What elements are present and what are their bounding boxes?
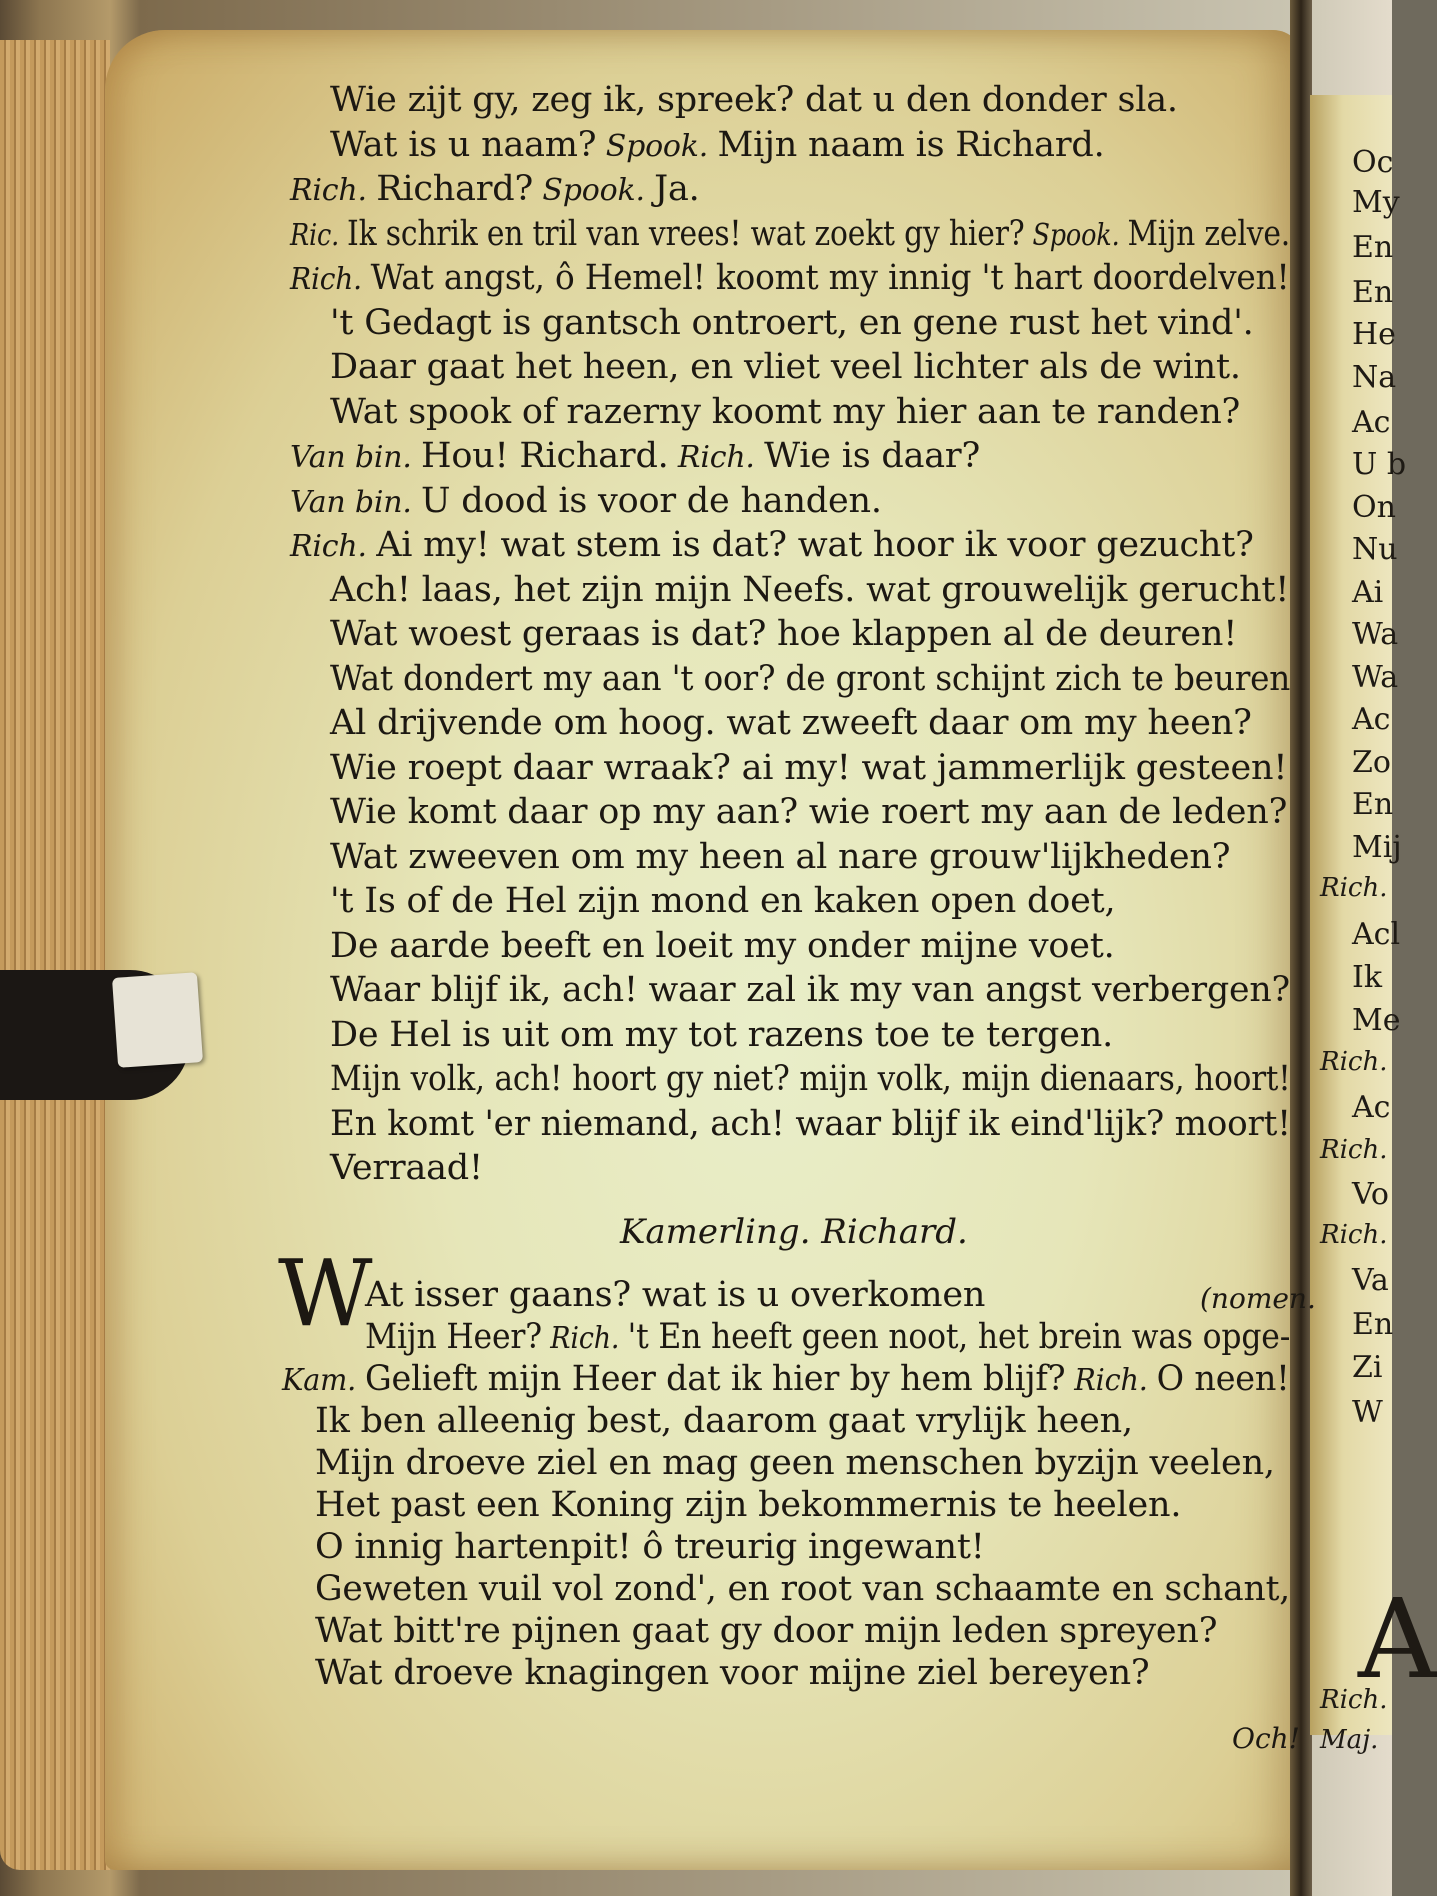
- verse-text: Richard?: [376, 169, 534, 209]
- verse-text: Wat dondert my aan 't oor? de gront schijnt zich te beuren: [330, 658, 1291, 699]
- verse-line: [315, 1611, 1217, 1651]
- speaker-label: Rich.: [668, 440, 765, 475]
- verse-text: Ik schrik en tril van vrees! wat zoekt gy hier?: [347, 213, 1025, 254]
- verse-text: At isser gaans? wat is u overkomen: [365, 1275, 986, 1315]
- book-gutter: [1290, 0, 1312, 1896]
- speaker-label: Spook.: [533, 173, 655, 208]
- verse-text: Het past een Koning zijn bekommernis te heelen.: [315, 1485, 1182, 1525]
- facing-page-fragment: Maj.: [1320, 1725, 1379, 1755]
- verse-line: [330, 970, 1290, 1010]
- verse-line: [330, 570, 1289, 610]
- facing-page-fragment: Wa: [1352, 617, 1399, 652]
- verse-line: [330, 881, 1115, 921]
- verse-text: Mijn Heer?: [365, 1317, 542, 1357]
- facing-page-fragment: Rich.: [1320, 873, 1388, 903]
- verse-text: 't Is of de Hel zijn mond en kaken open doet,: [330, 881, 1116, 921]
- facing-page-fragment: Zo: [1352, 745, 1391, 780]
- verse-text: De aarde beeft en loeit my onder mijne voet.: [330, 925, 1115, 966]
- facing-page-fragment: Va: [1352, 1263, 1389, 1298]
- verse-text: Wie is daar?: [764, 436, 981, 476]
- facing-page-fragment: Nu: [1352, 532, 1398, 567]
- facing-page-fragment: He: [1352, 317, 1396, 352]
- verse-text: Waar blijf ik, ach! waar zal ik my van angst verbergen?: [330, 970, 1290, 1010]
- verse-line: [315, 1485, 1181, 1525]
- facing-page-fragment: Rich.: [1320, 1685, 1388, 1715]
- verse-line: [365, 1317, 1290, 1357]
- facing-page-fragment: Wa: [1352, 660, 1399, 695]
- verse-line: [290, 169, 700, 209]
- verse-text: Ja.: [654, 169, 700, 209]
- verse-line: [330, 1104, 1291, 1144]
- verse-text: Wat zweeven om my heen al nare grouw'lijkheden?: [330, 836, 1231, 877]
- verse-text: De Hel is uit om my tot razens toe te tergen.: [330, 1014, 1114, 1055]
- verse-text: Ai my! wat stem is dat? wat hoor ik voor gezucht?: [376, 525, 1254, 565]
- verse-line: [330, 703, 1252, 743]
- facing-page: [1310, 95, 1437, 1755]
- verse-line: [330, 837, 1230, 877]
- facing-page-fragment: W: [1352, 1395, 1383, 1430]
- verse-text: Wie komt daar op my aan? wie roert my aan de leden?: [330, 792, 1288, 832]
- verse-line: [330, 1059, 1291, 1099]
- facing-page-fragment: Mij: [1352, 830, 1402, 865]
- verse-text: Gelieft mijn Heer dat ik hier by hem blijf?: [365, 1359, 1066, 1399]
- verse-line: [330, 926, 1115, 966]
- verse-line: [290, 436, 980, 476]
- verse-text: Verraad!: [330, 1148, 483, 1188]
- verse-line: [315, 1443, 1275, 1483]
- verse-line: [330, 659, 1290, 699]
- facing-page-fragment: On: [1352, 490, 1396, 525]
- verse-line: [330, 1015, 1113, 1055]
- verse-text: Wat spook of razerny koomt my hier aan te randen?: [330, 391, 1241, 432]
- facing-page-fragment: Rich.: [1320, 1135, 1388, 1165]
- speaker-label: Ric.: [290, 217, 348, 253]
- verse-line: [330, 1148, 483, 1188]
- verse-text: En komt 'er niemand, ach! waar blijf ik eind'lijk? moort!: [330, 1103, 1291, 1144]
- facing-page-fragment: Ac: [1352, 405, 1391, 440]
- speaker-label: Kam.: [282, 1363, 366, 1398]
- speaker-label: Van bin.: [290, 484, 422, 520]
- facing-page-fragment: Oc: [1352, 145, 1394, 180]
- facing-page-fragment: Ik: [1352, 960, 1383, 995]
- verse-line: [315, 1401, 1133, 1441]
- verse-line: [330, 347, 1241, 387]
- verse-line: [330, 792, 1287, 832]
- verse-line: [330, 80, 1178, 120]
- facing-page-fragment: Me: [1352, 1003, 1401, 1038]
- verse-line: [330, 125, 1105, 165]
- verse-text: Wat droeve knagingen voor mijne ziel bereyen?: [315, 1653, 1150, 1693]
- verse-text: Wat woest geraas is dat? hoe klappen al de deuren!: [330, 614, 1238, 654]
- verse-text: Wie zijt gy, zeg ik, spreek? dat u den donder sla.: [330, 80, 1178, 120]
- verse-text: Geweten vuil vol zond', en root van schaamte en schant,: [315, 1569, 1291, 1609]
- facing-page-fragment: En: [1352, 1307, 1394, 1342]
- verse-text: 't En heeft geen noot, het brein was opge-: [627, 1317, 1291, 1357]
- speaker-label: Rich.: [1065, 1363, 1157, 1398]
- facing-page-fragment: U b: [1352, 447, 1407, 482]
- verse-text: Wie roept daar wraak? ai my! wat jammerlijk gesteen!: [330, 747, 1288, 788]
- overflow-word: (nomen.: [1200, 1282, 1316, 1315]
- verse-text: Mijn naam is Richard.: [717, 124, 1105, 165]
- speaker-label: Spook.: [1024, 217, 1128, 253]
- verse-text: U dood is voor de handen.: [421, 480, 882, 521]
- facing-page-fragment: En: [1352, 230, 1394, 265]
- verse-line: [290, 525, 1254, 565]
- facing-page-fragment: My: [1352, 185, 1400, 220]
- verse-line: [290, 214, 1290, 254]
- verse-line: [330, 748, 1287, 788]
- verse-line: [330, 303, 1254, 343]
- verse-line: [315, 1569, 1290, 1609]
- speaker-label: Rich.: [541, 1321, 628, 1356]
- facing-page-fragment: Rich.: [1320, 1047, 1388, 1077]
- verse-text: Mijn volk, ach! hoort gy niet? mijn volk, mijn dienaars, hoort!: [330, 1059, 1291, 1099]
- verse-text: Wat is u naam?: [330, 124, 597, 165]
- speaker-label: Spook.: [596, 128, 718, 164]
- verse-line: [290, 258, 1290, 298]
- facing-page-fragment: Ac: [1352, 702, 1391, 737]
- verse-text: Mijn droeve ziel en mag geen menschen byzijn veelen,: [315, 1443, 1275, 1483]
- speaker-label: Van bin.: [290, 440, 422, 475]
- verse-text: Al drijvende om hoog. wat zweeft daar om my heen?: [330, 703, 1252, 743]
- verse-text: Mijn zelve.: [1127, 213, 1291, 254]
- catchword: Och!: [1232, 1722, 1300, 1755]
- verse-text: Ach! laas, het zijn mijn Neefs. wat grouwelijk gerucht!: [330, 569, 1290, 610]
- speaker-label: Rich.: [290, 262, 371, 297]
- verse-text: O innig hartenpit! ô treurig ingewant!: [315, 1527, 985, 1567]
- verse-line: [330, 392, 1240, 432]
- verse-line: [282, 1359, 1290, 1399]
- facing-page-fragment: Vo: [1352, 1177, 1389, 1212]
- facing-page-fragment: Zi: [1352, 1350, 1383, 1385]
- drop-cap-initial: W: [278, 1240, 373, 1347]
- verse-text: Hou! Richard.: [421, 436, 669, 476]
- verse-text: Daar gaat het heen, en vliet veel lichter als de wint.: [330, 347, 1241, 387]
- speaker-label: Rich.: [290, 529, 377, 564]
- verse-line: [315, 1527, 985, 1567]
- scene-heading: Kamerling. Richard.: [620, 1212, 968, 1252]
- verse-text: 't Gedagt is gantsch ontroert, en gene rust het vind'.: [330, 302, 1254, 343]
- verse-text: Wat bitt're pijnen gaat gy door mijn leden spreyen?: [315, 1611, 1218, 1651]
- page-stack-edge: [0, 40, 110, 1870]
- facing-page-fragment: Ai: [1352, 575, 1384, 610]
- verse-line: [365, 1275, 985, 1315]
- verse-text: Ik ben alleenig best, daarom gaat vrylijk heen,: [315, 1401, 1133, 1441]
- facing-page-initial: A: [1358, 1575, 1437, 1703]
- verse-text: Wat angst, ô Hemel! koomt my innig 't hart doordelven!: [370, 258, 1290, 298]
- facing-page-fragment: Ac: [1352, 1090, 1391, 1125]
- facing-page-fragment: Na: [1352, 360, 1397, 395]
- facing-page-fragment: Acl: [1352, 917, 1401, 952]
- verse-line: [330, 614, 1237, 654]
- bookmark-tab: [112, 972, 203, 1068]
- verse-line: [315, 1653, 1149, 1693]
- facing-page-fragment: En: [1352, 275, 1394, 310]
- facing-page-fragment: Rich.: [1320, 1220, 1388, 1250]
- facing-page-fragment: En: [1352, 787, 1394, 822]
- verse-text: O neen!: [1156, 1359, 1290, 1399]
- verse-line: [290, 481, 882, 521]
- speaker-label: Rich.: [290, 173, 377, 208]
